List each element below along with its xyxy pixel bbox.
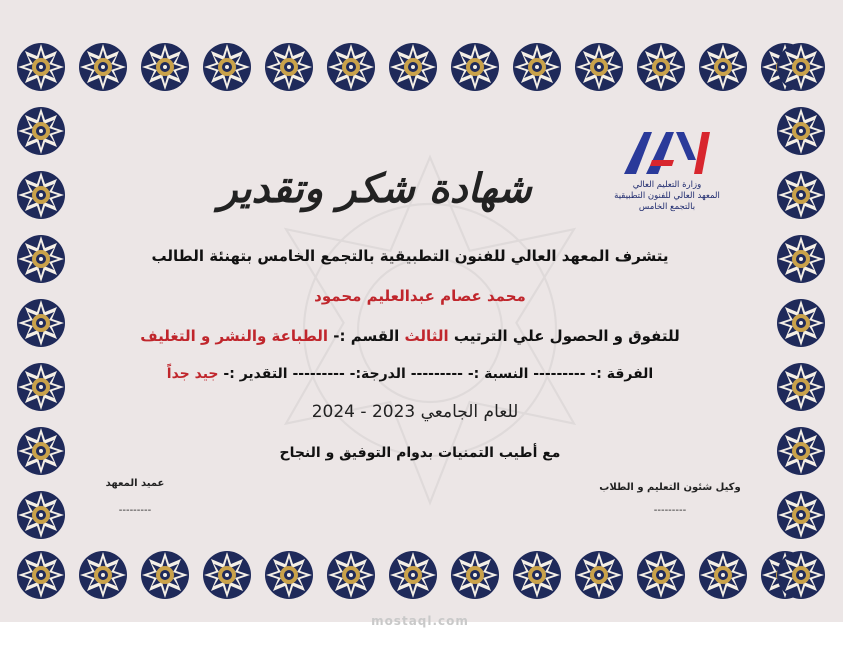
intro-line: يتشرف المعهد العالي للفنون التطبيقية بالتجمع الخامس بتهنئة الطالب [151, 247, 669, 265]
watermark: mostaql.com [371, 614, 469, 628]
frame-ornament-tile [264, 550, 314, 600]
frame-ornament-tile [512, 550, 562, 600]
frame-ornament-tile [202, 550, 252, 600]
grade-value: جيد جداً [166, 366, 219, 382]
logo-text-ministry: وزارة التعليم العالي [632, 180, 702, 190]
frame-ornament-tile [776, 298, 826, 348]
logo-text-location: بالتجمع الخامس [638, 202, 696, 212]
certificate-heading: شهادة شكر وتقدير [218, 165, 532, 212]
frame-ornament-tile [264, 42, 314, 92]
logo-text-institute: المعهد العالي للفنون التطبيقية [614, 191, 720, 201]
frame-ornament-tile [16, 106, 66, 156]
frame-ornament-tile [140, 550, 190, 600]
department-value: الطباعة والنشر و التغليف [140, 327, 329, 345]
frame-ornament-tile [450, 550, 500, 600]
frame-ornament-tile [140, 42, 190, 92]
frame-ornament-tile [776, 234, 826, 284]
frame-ornament-tile [776, 426, 826, 476]
frame-ornament-tile [16, 298, 66, 348]
vice-dean-title: وكيل شئون التعليم و الطلاب [599, 482, 741, 493]
frame-ornament-tile [388, 550, 438, 600]
frame-ornament-tile [574, 550, 624, 600]
frame-ornament-tile [16, 42, 66, 92]
frame-ornament-tile [202, 42, 252, 92]
frame-ornament-tile [698, 42, 748, 92]
frame-ornament-tile [698, 550, 748, 600]
frame-ornament-tile [326, 42, 376, 92]
frame-ornament-tile [636, 550, 686, 600]
vice-dean-signature-line: --------- [653, 505, 687, 516]
frame-ornament-tile [776, 550, 826, 600]
frame-ornament-tile [574, 42, 624, 92]
rank-prefix: للتفوق و الحصول علي الترتيب [453, 327, 680, 345]
dean-signature-line: --------- [118, 505, 152, 516]
frame-ornament-tile [16, 490, 66, 540]
frame-ornament-tile [388, 42, 438, 92]
rank-line [120, 327, 700, 345]
frame-ornament-tile [776, 362, 826, 412]
dean-title: عميد المعهد [105, 478, 165, 489]
frame-ornament-tile [16, 170, 66, 220]
frame-ornament-tile [16, 426, 66, 476]
frame-ornament-tile [636, 42, 686, 92]
frame-ornament-tile [78, 42, 128, 92]
frame-ornament-tile [776, 106, 826, 156]
academic-year: للعام الجامعي 2023 - 2024 [311, 402, 519, 422]
rank-value: الثالث [404, 327, 449, 345]
student-name: محمد عصام عبدالعليم محمود [314, 287, 526, 305]
grade-fields: الفرقة :- --------- النسبة :- --------- الدرجة:- --------- التقدير :- [223, 366, 654, 382]
frame-ornament-tile [326, 550, 376, 600]
frame-ornament-tile [16, 234, 66, 284]
grade-line [140, 366, 680, 382]
institute-logo [604, 130, 730, 220]
frame-ornament-tile [16, 550, 66, 600]
best-wishes-line: مع أطيب التمنيات بدوام التوفيق و النجاح [279, 445, 561, 461]
frame-ornament-tile [512, 42, 562, 92]
department-label: القسم :- [333, 327, 400, 345]
frame-ornament-tile [78, 550, 128, 600]
frame-ornament-tile [450, 42, 500, 92]
frame-ornament-tile [16, 362, 66, 412]
frame-ornament-tile [776, 170, 826, 220]
frame-ornament-tile [776, 42, 826, 92]
frame-ornament-tile [776, 490, 826, 540]
iaai-logo-mark [622, 130, 717, 176]
